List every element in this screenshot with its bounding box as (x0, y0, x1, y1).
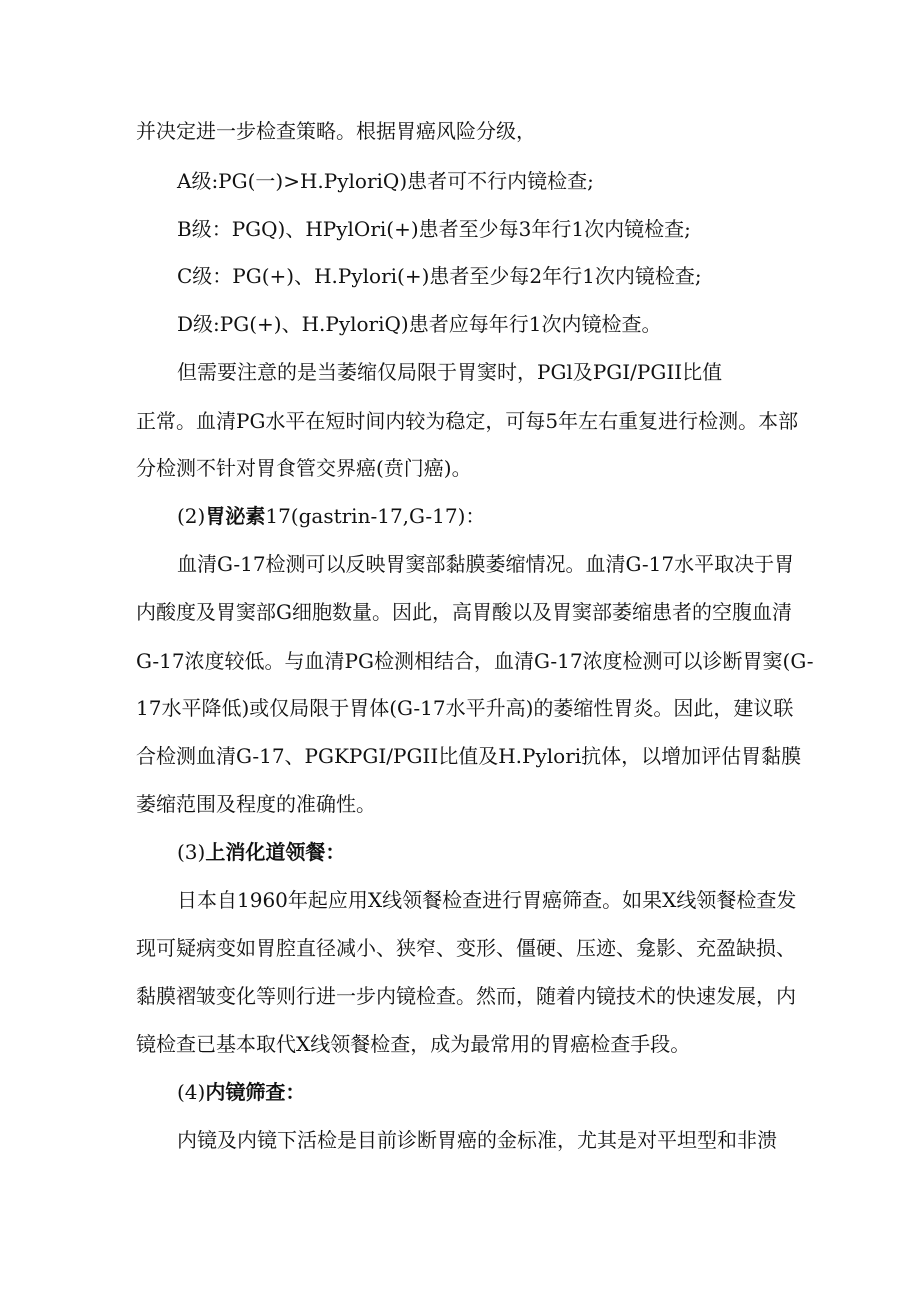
body-text-line: 内酸度及胃窦部G细胞数量。因此，高胃酸以及胃窦部萎缩患者的空腹血清 (136, 600, 792, 624)
body-text-line: 分检测不针对胃食管交界癌(贲门癌)。 (136, 456, 472, 480)
grade-b-line: B级：PGQ)、HPylOri(+)患者至少每3年行1次内镜检查; (177, 217, 691, 241)
body-text-line: 日本自1960年起应用X线领餐检查进行胃癌筛查。如果X线领餐检查发 (177, 888, 797, 912)
body-text-line: 黏膜褶皱变化等则行进一步内镜检查。然而，随着内镜技术的快速发展，内 (136, 984, 796, 1008)
section-title: 上消化道领餐： (205, 840, 346, 864)
body-text-line: 并决定进一步检查策略。根据胃癌风险分级， (136, 119, 536, 143)
body-text-line: 17水平降低)或仅局限于胃体(G-17水平升高)的萎缩性胃炎。因此，建议联 (136, 696, 794, 720)
section-subtitle: 17(gastrin-17,G-17)： (265, 504, 486, 528)
grade-a-line: A级:PG(一)>H.PyloriQ)患者可不行内镜检查; (177, 169, 594, 193)
body-text-line: 合检测血清G-17、PGKPGI/PGII比值及H.Pylori抗体，以增加评估胃黏膜 (136, 744, 802, 768)
section-number: (3) (177, 840, 206, 864)
section-title: 胃泌素 (205, 504, 266, 528)
section-title: 内镜筛查： (205, 1080, 306, 1104)
body-text-line: 内镜及内镜下活检是目前诊断胃癌的金标准，尤其是对平坦型和非溃 (177, 1128, 777, 1152)
body-text-line: 但需要注意的是当萎缩仅局限于胃窦时，PGl及PGI/PGII比值 (177, 360, 723, 384)
body-text-line: 正常。血清PG水平在短时间内较为稳定，可每5年左右重复进行检测。本部 (136, 409, 799, 433)
grade-d-line: D级:PG(+)、H.PyloriQ)患者应每年行1次内镜检查。 (177, 312, 662, 336)
grade-c-line: C级：PG(+)、H.Pylori(+)患者至少每2年行1次内镜检查; (177, 264, 702, 288)
body-text-line: G-17浓度较低。与血清PG检测相结合，血清G-17浓度检测可以诊断胃窦(G- (136, 649, 814, 673)
body-text-line: 萎缩范围及程度的准确性。 (136, 792, 376, 816)
section-number: (4) (177, 1080, 206, 1104)
body-text-line: 血清G-17检测可以反映胃窦部黏膜萎缩情况。血清G-17水平取决于胃 (177, 552, 795, 576)
section-heading-4 (177, 1079, 305, 1105)
section-heading-3 (177, 839, 345, 865)
body-text-line: 镜检查已基本取代X线领餐检查，成为最常用的胃癌检查手段。 (136, 1032, 691, 1056)
body-text-line: 现可疑病变如胃腔直径减小、狭窄、变形、僵硬、压迹、龛影、充盈缺损、 (136, 936, 796, 960)
section-number: (2) (177, 504, 206, 528)
section-heading-2 (177, 503, 485, 529)
